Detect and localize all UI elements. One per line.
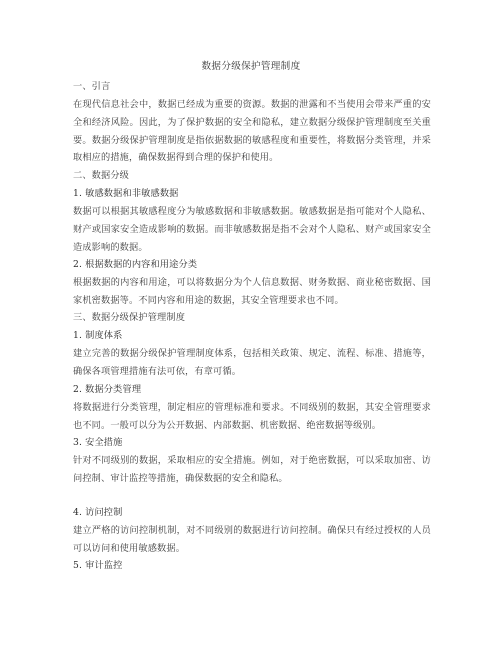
subheading-content-purpose: 2. 根据数据的内容和用途分类 xyxy=(73,259,198,270)
section-heading-introduction: 一、引言 xyxy=(73,81,111,92)
paragraph-system: 建立完善的数据分级保护管理制度体系，包括相关政策、规定、流程、标准、措施等，确保各项管理措施有法可依，有章可循。 xyxy=(73,348,431,377)
paragraph-access-control: 建立严格的访问控制机制，对不同级别的数据进行访问控制。确保只有经过授权的人员可以访问和使用敏感数据。 xyxy=(73,525,431,554)
subheading-sensitive-data: 1. 敏感数据和非敏感数据 xyxy=(73,188,179,199)
subheading-security-measures: 3. 安全措施 xyxy=(73,437,123,448)
document-title: 数据分级保护管理制度 xyxy=(201,61,301,72)
section-heading-management-system: 三、数据分级保护管理制度 xyxy=(73,312,186,323)
paragraph-sensitive-data: 数据可以根据其敏感程度分为敏感数据和非敏感数据。敏感数据是指可能对个人隐私、财产或国家安全造成影响的数据。而非敏感数据是指不会对个人隐私、财产或国家安全造成影响的数据。 xyxy=(73,206,431,253)
subheading-classification-management: 2. 数据分类管理 xyxy=(73,384,142,395)
subheading-system: 1. 制度体系 xyxy=(73,330,123,341)
paragraph-introduction: 在现代信息社会中，数据已经成为重要的资源。数据的泄露和不当使用会带来严重的安全和经济风险。因此，为了保护数据的安全和隐私，建立数据分级保护管理制度至关重要。数据分级保护管理制度是指依据数据的敏感程度和重要性，将数据分类管理，并采取相应的措施，确保数据得到合理的保护和使用。 xyxy=(73,99,431,164)
paragraph-content-purpose: 根据数据的内容和用途，可以将数据分为个人信息数据、财务数据、商业秘密数据、国家机密数据等。不同内容和用途的数据，其安全管理要求也不同。 xyxy=(73,277,431,306)
section-heading-data-classification: 二、数据分级 xyxy=(73,170,130,181)
subheading-access-control: 4. 访问控制 xyxy=(73,507,123,518)
paragraph-security-measures: 针对不同级别的数据，采取相应的安全措施。例如，对于绝密数据，可以采取加密、访问控制、审计监控等措施，确保数据的安全和隐私。 xyxy=(73,455,431,484)
paragraph-classification-management: 将数据进行分类管理，制定相应的管理标准和要求。不同级别的数据，其安全管理要求也不同。一般可以分为公开数据、内部数据、机密数据、绝密数据等级别。 xyxy=(73,402,431,431)
subheading-audit-monitoring: 5. 审计监控 xyxy=(73,560,123,571)
